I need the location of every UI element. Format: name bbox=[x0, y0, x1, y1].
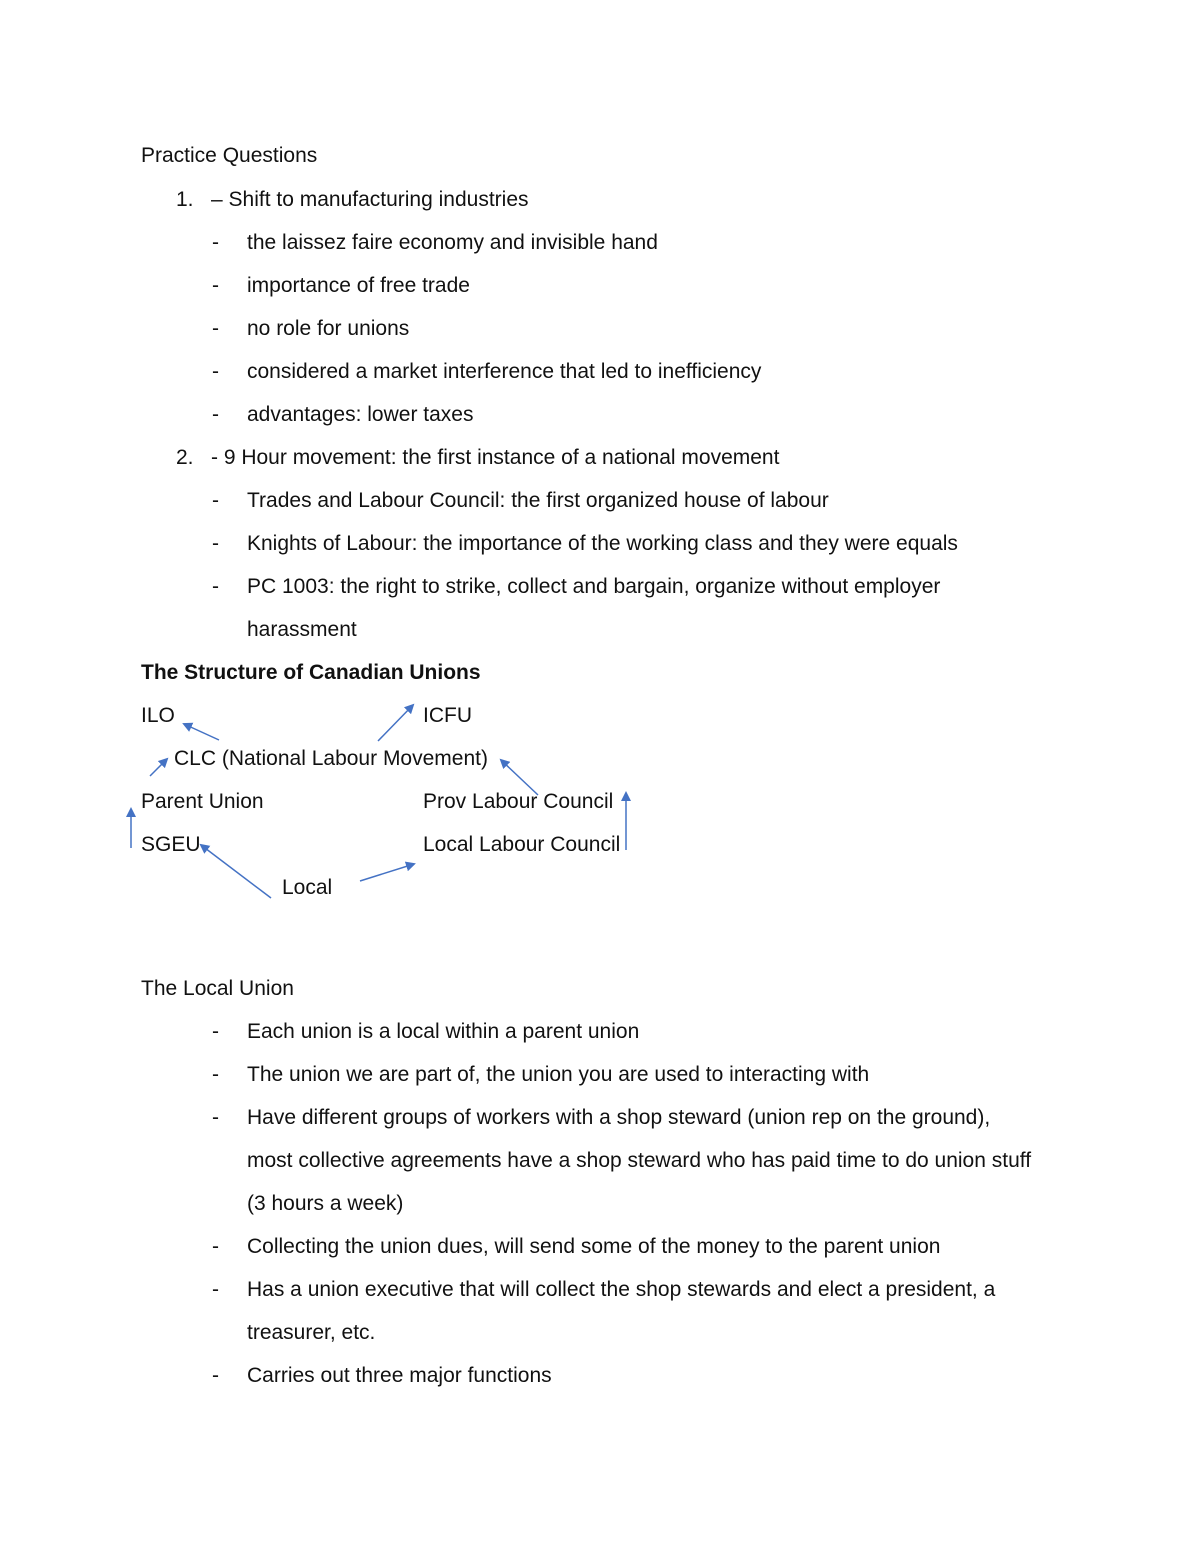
bullet-dash: - bbox=[212, 1235, 219, 1258]
bullet-dash: - bbox=[212, 1278, 219, 1301]
q1-item: importance of free trade bbox=[247, 274, 470, 297]
local-union-item: Collecting the union dues, will send some of the money to the parent union bbox=[247, 1235, 941, 1258]
q1-number: 1. bbox=[176, 188, 194, 211]
local-union-item: Each union is a local within a parent union bbox=[247, 1020, 640, 1043]
node-icfu: ICFU bbox=[423, 704, 472, 727]
bullet-dash: - bbox=[212, 1364, 219, 1387]
local-union-item: Have different groups of workers with a shop steward (union rep on the ground), bbox=[247, 1106, 991, 1129]
bullet-dash: - bbox=[212, 274, 219, 297]
q1-item: advantages: lower taxes bbox=[247, 403, 474, 426]
q2-item: PC 1003: the right to strike, collect and bargain, organize without employer bbox=[247, 575, 941, 598]
arrow-parent-to-clc bbox=[150, 759, 167, 776]
bullet-dash: - bbox=[212, 231, 219, 254]
q2-item: Trades and Labour Council: the first organized house of labour bbox=[247, 489, 829, 512]
node-clc: CLC (National Labour Movement) bbox=[174, 747, 488, 770]
q1-text: – Shift to manufacturing industries bbox=[211, 188, 529, 211]
bullet-dash: - bbox=[212, 1020, 219, 1043]
local-union-heading: The Local Union bbox=[141, 977, 294, 1000]
bullet-dash: - bbox=[212, 1063, 219, 1086]
q2-item: Knights of Labour: the importance of the working class and they were equals bbox=[247, 532, 958, 555]
arrow-prov-to-clc bbox=[501, 760, 538, 795]
local-union-item: Has a union executive that will collect the shop stewards and elect a president, a bbox=[247, 1278, 996, 1301]
local-union-item: Carries out three major functions bbox=[247, 1364, 552, 1387]
node-ilo: ILO bbox=[141, 704, 175, 727]
bullet-dash: - bbox=[212, 403, 219, 426]
q2-number: 2. bbox=[176, 446, 194, 469]
arrow-clc-to-icfu bbox=[378, 705, 413, 741]
local-union-item-continuation: treasurer, etc. bbox=[247, 1321, 376, 1344]
bullet-dash: - bbox=[212, 575, 219, 598]
node-local: Local bbox=[282, 876, 333, 899]
bullet-dash: - bbox=[212, 489, 219, 512]
node-prov-labour-council: Prov Labour Council bbox=[423, 790, 614, 813]
arrow-clc-to-ilo bbox=[184, 724, 219, 740]
node-parent-union: Parent Union bbox=[141, 790, 264, 813]
practice-heading: Practice Questions bbox=[141, 144, 318, 167]
bullet-dash: - bbox=[212, 317, 219, 340]
q2-item-continuation: harassment bbox=[247, 618, 357, 641]
q2-text: - 9 Hour movement: the first instance of a national movement bbox=[211, 446, 780, 469]
bullet-dash: - bbox=[212, 1106, 219, 1129]
arrow-local-to-localcouncil bbox=[360, 864, 414, 881]
arrow-local-to-sgeu bbox=[201, 845, 271, 898]
q1-item: the laissez faire economy and invisible hand bbox=[247, 231, 658, 254]
node-sgeu: SGEU bbox=[141, 833, 201, 856]
local-union-item: The union we are part of, the union you are used to interacting with bbox=[247, 1063, 870, 1086]
q1-item: no role for unions bbox=[247, 317, 410, 340]
node-local-labour-council: Local Labour Council bbox=[423, 833, 621, 856]
local-union-item-continuation: (3 hours a week) bbox=[247, 1192, 404, 1215]
local-union-item-continuation: most collective agreements have a shop steward who has paid time to do union stuff bbox=[247, 1149, 1032, 1172]
q1-item: considered a market interference that led to inefficiency bbox=[247, 360, 762, 383]
bullet-dash: - bbox=[212, 360, 219, 383]
bullet-dash: - bbox=[212, 532, 219, 555]
structure-heading: The Structure of Canadian Unions bbox=[141, 661, 481, 684]
